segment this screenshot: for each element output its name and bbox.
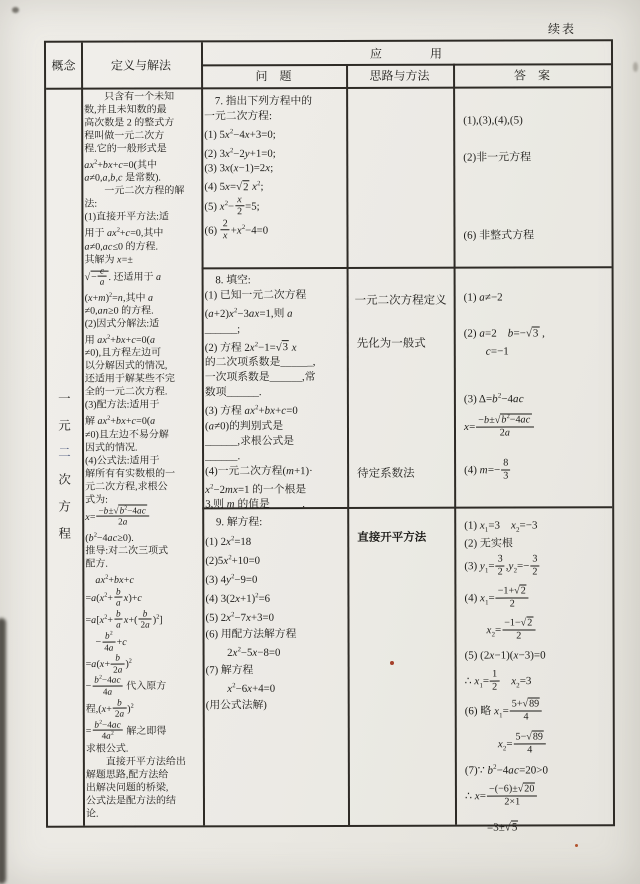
text-line: 解 $ax^2+bx+c=0(a$ xyxy=(84,415,156,428)
answer-line: (1),(3),(4),(5) xyxy=(463,114,523,127)
text-line: $=a[x^2+$ $\frac{b}{a}$ x+( $\frac{b}{2a}$ )$^2$] xyxy=(85,608,163,630)
answer8-cell xyxy=(456,266,611,506)
answer-line: (7)∵ $b^2-4ac=20>0$ xyxy=(464,763,549,777)
header-problem: 问 题 xyxy=(255,69,292,84)
answer9-cell xyxy=(456,506,611,834)
text-line: = $\frac{b^2-4ac}{4a^2}$ 解之即得 xyxy=(85,719,167,742)
text-line: (3) 3x(x−1)=2x; xyxy=(204,162,274,175)
answer-line: (6) 略 $x_1=$ $\frac{5+√89}{4}$ xyxy=(465,699,544,723)
red-dot-artifact xyxy=(390,661,394,665)
answer-line: (3) $\Delta=b^2-4ac$ xyxy=(463,392,524,406)
problem7-cell xyxy=(204,94,344,266)
text-line: 一元二次方程的解 xyxy=(84,185,185,197)
text-line: (3)配方法:适用于 xyxy=(84,399,160,412)
text-line: $(2)5x^2+10=0$ xyxy=(205,553,261,567)
text-line: 解所有有实数根的一 xyxy=(85,468,176,480)
answer-line: (2) a=2 b=−√3 , xyxy=(463,327,545,340)
text-line: ______,求根公式是 xyxy=(205,434,295,448)
text-line: (6) $\frac{2}{x}$ $+x^2-4=0$ xyxy=(204,217,269,242)
answer-line: (3) $y_1=$ $\frac{3}{2}$ $,y_2=-$ $\frac{3}{2}$ xyxy=(464,553,538,578)
text-line: ≠0),且方程左边可 xyxy=(84,347,162,360)
text-line: 全的一元二次方程. xyxy=(84,386,168,399)
text-line: ≠0)且左边不易分解 xyxy=(84,429,169,441)
text-line: √− $\frac{c}{a}$ . 还适用于 a xyxy=(84,265,162,287)
header-definition: 定义与解法 xyxy=(111,58,172,73)
text-line: 公式法是配方法的结 xyxy=(85,795,176,807)
text-line: $ax^2+bx+c=0$(其中 xyxy=(84,158,157,171)
text-line: (4) $3(2x+1)^2=6$ xyxy=(205,591,271,605)
answer-line: ∴ x= $\frac{-(-6)\pm√20}{2\times 1}$ xyxy=(465,784,539,808)
answer-line: (1) a≠−2 xyxy=(463,291,503,304)
approach8-cell xyxy=(349,267,453,507)
definition-cell xyxy=(84,90,202,823)
approach-line: 先化为一般式 xyxy=(356,337,426,350)
text-line: (2) 方程 $2x^2-1=√3$ x xyxy=(204,340,297,354)
annotated-char: 二 xyxy=(58,445,71,460)
text-line: 程叫做一元二次方 xyxy=(84,130,165,142)
text-line: 3,则 m 的值是______. xyxy=(205,498,305,511)
scan-mark xyxy=(633,62,638,72)
text-line: ______. xyxy=(205,450,241,463)
text-line: 配方. xyxy=(85,558,108,570)
text-line: − $\frac{b^2-4ac}{4a}$ 代入原方 xyxy=(85,674,167,697)
text-line: 用于 $ax^2+c=0$,其中 xyxy=(84,226,164,240)
text-line: (a≠0)的判别式是 xyxy=(204,419,284,433)
answer-line: $x_2=$ $\frac{5-√89}{4}$ xyxy=(465,732,547,756)
text-line: 程,(x+ $\frac{b}{2a}$ )$^2$ xyxy=(85,697,134,719)
text-line: 解题思路,配方法给 xyxy=(85,769,169,781)
text-line: 数项______. xyxy=(204,386,262,399)
text-line: 论. xyxy=(85,808,99,820)
text-line: $ax^2+bx+c$ xyxy=(95,573,135,587)
concept-cell xyxy=(46,88,83,826)
text-line: (4) 5x=√2 $x^2$; xyxy=(204,180,264,194)
text-line: (2)因式分解法:适 xyxy=(84,318,160,330)
text-line: 9. 解方程: xyxy=(205,516,263,529)
answer-line: (4) m=− $\frac{8}{3}$ xyxy=(464,457,509,482)
text-line: (1)直接开平方法:适 xyxy=(84,211,169,223)
answer-line: (4) $x_1=$ $\frac{-1+√2}{2}$ xyxy=(464,586,529,610)
text-line: 一次项系数是______,常 xyxy=(204,371,316,384)
text-line: 式为: xyxy=(85,494,108,506)
text-line: 还适用于解某些不完 xyxy=(84,373,175,386)
text-line: 出解决问题的桥梁, xyxy=(85,782,169,794)
text-line: $2x^2-5x-8=0$ xyxy=(205,646,281,660)
approach-line: 直接开平方法 xyxy=(357,531,427,544)
text-line: $=a(x^2+$ $\frac{b}{a}$ x)+c xyxy=(85,586,143,608)
text-line: 直接开平方法给出 xyxy=(85,756,186,768)
text-line: 程.它的一般形式是 xyxy=(84,143,167,155)
red-dot-artifact xyxy=(575,844,578,847)
text-line: ≠0,an≥0 的方程. xyxy=(84,305,154,317)
text-line: $x^2-6x+4=0$ xyxy=(227,682,276,695)
text-line: ______; xyxy=(204,322,241,335)
approach-line: 待定系数法 xyxy=(357,467,415,480)
answer-line: (2) 无实根 xyxy=(464,537,513,550)
text-line: (1) 已知一元二次方程 xyxy=(204,289,307,302)
answer7-cell xyxy=(455,86,609,266)
text-line: $x^2-2mx=1$ 的一个根是 xyxy=(205,483,307,496)
answer-line: (5) (2x−1)(x−3)=0 xyxy=(464,649,546,662)
text-line: 只含有一个未知 xyxy=(84,91,175,103)
answer-line: c=−1 xyxy=(485,345,509,358)
approach-line: 一元二次方程定义 xyxy=(354,294,447,307)
text-line: 数,并且未知数的最 xyxy=(84,104,167,116)
text-line: 法: xyxy=(84,198,98,210)
scan-mark xyxy=(12,7,19,13)
text-line: 的二次项系数是______, xyxy=(204,356,316,369)
header-application: 应 用 xyxy=(369,46,443,61)
text-line: a≠0,a,b,c 是常数). xyxy=(84,172,161,184)
text-line: 推导:对二次三项式 xyxy=(85,545,169,557)
text-line: 其解为 x=± xyxy=(84,254,133,266)
text-line: 求根公式. xyxy=(85,743,129,755)
answer-line: (6) 非整式方程 xyxy=(463,229,535,242)
text-line: (5) $x^2-$ $\frac{x}{2}$ =5; xyxy=(204,194,260,218)
answer-line: ∴ $x_1=$ $\frac{1}{2}$ $x_2=3$ xyxy=(464,668,532,693)
text-line: (4)一元二次方程(m+1)· xyxy=(205,464,313,478)
answer-line: =3±√5 xyxy=(465,821,518,834)
text-line: (用公式法解) xyxy=(205,699,267,712)
answer-line: x= $\frac{-b\pm√b^2-4ac}{2a}$ xyxy=(464,414,535,440)
text-line: 一元二次方程: xyxy=(204,110,272,123)
header-answer: 答 案 xyxy=(514,68,551,83)
math-summary-table xyxy=(44,39,615,834)
text-line: $(a+2)x^2-3ax=1$,则 a xyxy=(204,307,293,320)
text-line: x= $\frac{-b\pm√b^2-4ac}{2a}$ xyxy=(85,506,201,529)
answer-line: (1) $x_1=3$ $x_2=-3$ xyxy=(464,519,538,534)
text-line: 8. 填空: xyxy=(204,274,251,287)
problem8-cell xyxy=(204,273,346,511)
text-line: 以分解因式的情况, xyxy=(84,360,168,373)
text-line: (5) $2x^2-7x+3=0$ xyxy=(205,611,275,624)
answer-line: (2)非一元方程 xyxy=(463,151,532,164)
approach9-cell xyxy=(349,507,453,825)
text-line: (3) 方程 $ax^2+bx+c=0$ xyxy=(204,404,298,418)
text-line: (1) $2x^2=18$ xyxy=(205,534,252,548)
problem9-cell xyxy=(205,514,346,820)
text-line: (7) 解方程 xyxy=(205,663,254,676)
concept-vertical-label: 一 元 二 次 方 程 xyxy=(47,386,82,548)
text-line: (3) $4y^2-9=0$ xyxy=(205,572,258,586)
text-line: (4)公式法:适用于 xyxy=(85,455,160,467)
text-line: 用 $ax^2+bx+c=0(a$ xyxy=(84,333,156,347)
text-line: (2) $3x^2-2y+1=0$; xyxy=(204,146,276,160)
header-concept: 概念 xyxy=(51,58,76,73)
text-line: a≠0,ac≤0 的方程. xyxy=(84,241,159,253)
answer-line: $x_2=$ $\frac{-1-√2}{2}$ xyxy=(464,618,536,642)
text-line: 因式的情况. xyxy=(85,442,138,454)
scan-shadow-left xyxy=(0,618,6,884)
text-line: $(x+m)^2=n$,其中 a xyxy=(84,291,154,304)
header-approach: 思路与方法 xyxy=(369,68,430,83)
text-line: (6) 用配方法解方程 xyxy=(205,628,297,641)
text-line: 元二次方程,求根公 xyxy=(85,481,168,493)
text-line: 7. 指出下列方程中的 xyxy=(204,95,313,108)
text-line: =a(x+ $\frac{b}{2a}$ )$^2$ xyxy=(85,652,132,675)
continued-table-label: 续表 xyxy=(548,22,577,36)
text-line: − $\frac{b^2}{4a}$ +c xyxy=(85,630,127,653)
text-line: 高次数是 2 的整式方 xyxy=(84,117,175,129)
text-line: (1) $5x^2-4x+3=0$; xyxy=(204,128,276,141)
text-line: $(b^2-4ac\ge 0)$. xyxy=(85,531,134,544)
